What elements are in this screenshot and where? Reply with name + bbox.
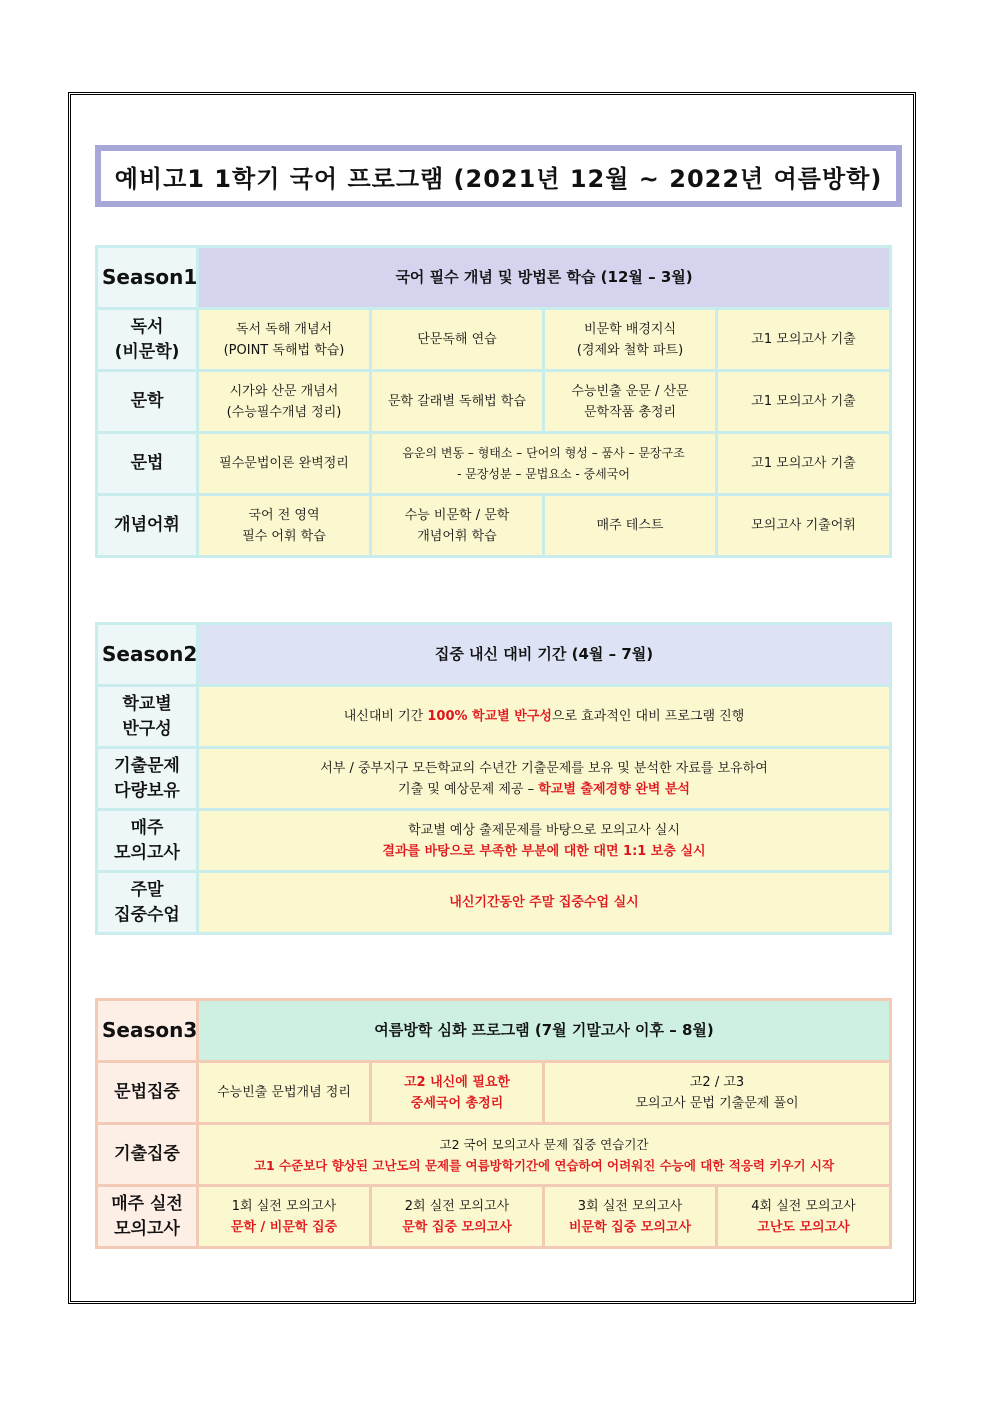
table-cell: 고1 모의고사 기출 — [717, 371, 891, 433]
table-row — [97, 810, 891, 872]
table-cell: 4회 실전 모의고사 고난도 모의고사 — [717, 1186, 891, 1248]
table-row — [97, 872, 891, 934]
row-label: 개념어휘 — [97, 495, 198, 557]
season3-label: Season3 — [97, 1000, 198, 1062]
table-cell: 고2 내신에 필요한 중세국어 총정리 — [371, 1062, 544, 1124]
page-title: 예비고1 1학기 국어 프로그램 (2021년 12월 ~ 2022년 여름방학) — [101, 151, 896, 201]
table-cell: 필수문법이론 완벽정리 — [198, 433, 371, 495]
table-row — [97, 748, 891, 810]
season3-header: 여름방학 심화 프로그램 (7월 기말고사 이후 – 8월) — [198, 1000, 891, 1062]
table-cell: 고1 모의고사 기출 — [717, 433, 891, 495]
table-cell: 모의고사 기출어휘 — [717, 495, 891, 557]
season3-table — [95, 998, 892, 1249]
table-row — [97, 1186, 891, 1248]
table-row — [97, 1062, 891, 1124]
table-cell: 수능 비문학 / 문학 개념어휘 학습 — [371, 495, 544, 557]
table-cell: 서부 / 중부지구 모든학교의 수년간 기출문제를 보유 및 분석한 자료를 보유하여 기출 및 예상문제 제공 – 학교별 출제경향 완벽 분석 — [198, 748, 891, 810]
table-cell: 고2 국어 모의고사 문제 집중 연습기간 고1 수준보다 향상된 고난도의 문제를 여름방학기간에 연습하여 어려워진 수능에 대한 적응력 키우기 시작 — [198, 1124, 891, 1186]
table-cell: 시가와 산문 개념서 (수능필수개념 정리) — [198, 371, 371, 433]
season1-table — [95, 245, 892, 558]
table-cell: 비문학 배경지식 (경제와 철학 파트) — [544, 309, 717, 371]
table-cell: 국어 전 영역 필수 어휘 학습 — [198, 495, 371, 557]
season2-header: 집중 내신 대비 기간 (4월 – 7월) — [198, 624, 891, 686]
table-row — [97, 433, 891, 495]
table-cell: 매주 테스트 — [544, 495, 717, 557]
table-cell: 단문독해 연습 — [371, 309, 544, 371]
table-cell: 고2 / 고3 모의고사 문법 기출문제 풀이 — [544, 1062, 891, 1124]
season2-table — [95, 622, 892, 935]
season1-header: 국어 필수 개념 및 방법론 학습 (12월 – 3월) — [198, 247, 891, 309]
table-cell: 1회 실전 모의고사 문학 / 비문학 집중 — [198, 1186, 371, 1248]
row-label: 문학 — [97, 371, 198, 433]
table-row — [97, 309, 891, 371]
row-label: 문법 — [97, 433, 198, 495]
table-cell: 수능빈출 운문 / 산문 문학작품 총정리 — [544, 371, 717, 433]
table-row — [97, 686, 891, 748]
row-label: 독서 (비문학) — [97, 309, 198, 371]
table-cell: 내신기간동안 주말 집중수업 실시 — [198, 872, 891, 934]
table-row — [97, 1124, 891, 1186]
table-cell: 문학 갈래별 독해법 학습 — [371, 371, 544, 433]
row-label: 문법집중 — [97, 1062, 198, 1124]
table-cell: 고1 모의고사 기출 — [717, 309, 891, 371]
row-label: 기출문제 다량보유 — [97, 748, 198, 810]
season1-label: Season1 — [97, 247, 198, 309]
row-label: 기출집중 — [97, 1124, 198, 1186]
table-row — [97, 371, 891, 433]
table-cell: 음운의 변동 – 형태소 – 단어의 형성 – 품사 – 문장구조 - 문장성분 – 문법요소 - 중세국어 — [371, 433, 717, 495]
table-cell: 3회 실전 모의고사 비문학 집중 모의고사 — [544, 1186, 717, 1248]
table-cell: 독서 독해 개념서 (POINT 독해법 학습) — [198, 309, 371, 371]
row-label: 매주 실전 모의고사 — [97, 1186, 198, 1248]
table-cell: 수능빈출 문법개념 정리 — [198, 1062, 371, 1124]
table-cell: 학교별 예상 출제문제를 바탕으로 모의고사 실시 결과를 바탕으로 부족한 부분에 대한 대면 1:1 보충 실시 — [198, 810, 891, 872]
table-cell: 내신대비 기간 100% 학교별 반구성으로 효과적인 대비 프로그램 진행 — [198, 686, 891, 748]
row-label: 주말 집중수업 — [97, 872, 198, 934]
row-label: 매주 모의고사 — [97, 810, 198, 872]
season2-label: Season2 — [97, 624, 198, 686]
row-label: 학교별 반구성 — [97, 686, 198, 748]
title-banner — [95, 145, 902, 207]
table-cell: 2회 실전 모의고사 문학 집중 모의고사 — [371, 1186, 544, 1248]
table-row — [97, 495, 891, 557]
